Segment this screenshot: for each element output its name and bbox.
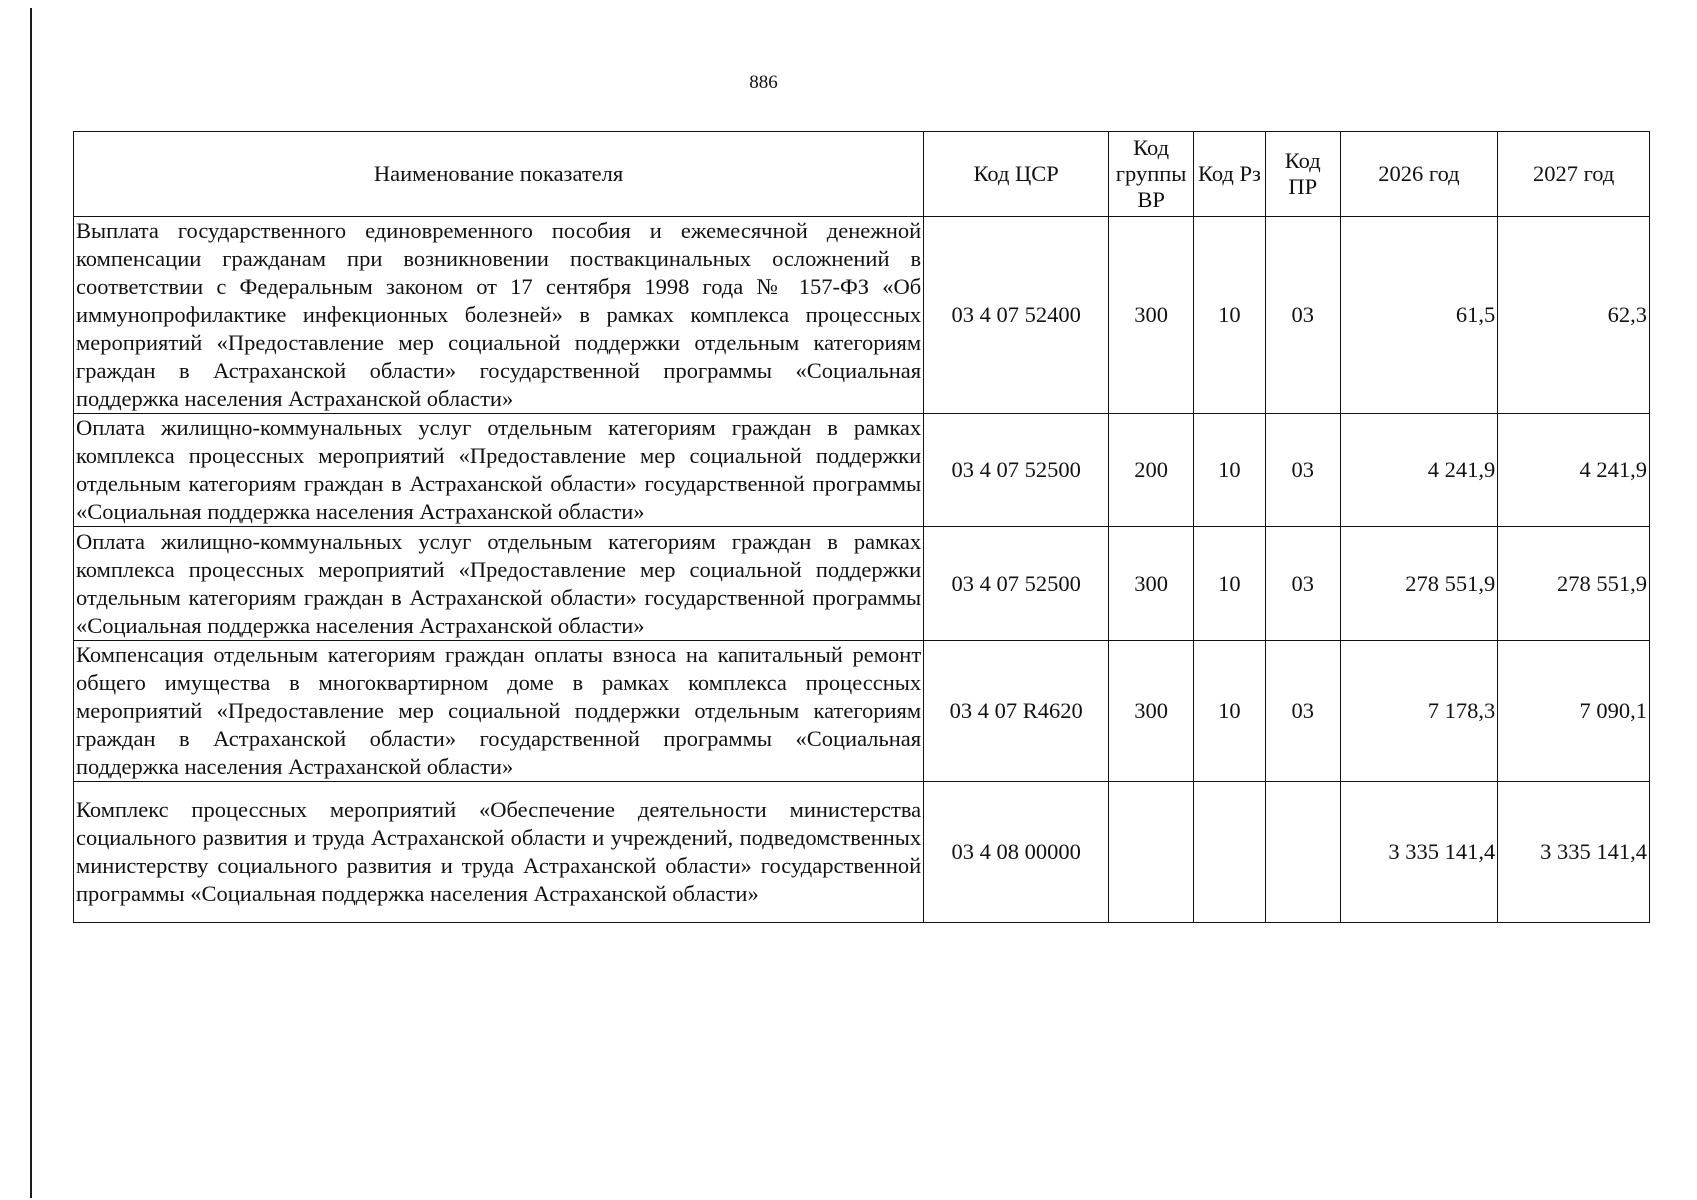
table-row — [74, 414, 1650, 527]
row-csr: 03 4 07 52500 — [924, 527, 1109, 641]
header-name: Наименование показателя — [74, 132, 924, 217]
row-vr: 300 — [1109, 641, 1194, 782]
row-csr: 03 4 07 52500 — [924, 414, 1109, 527]
scan-edge-line — [30, 8, 32, 1198]
header-pr: Код ПР — [1265, 132, 1340, 217]
row-rz: 10 — [1194, 641, 1266, 782]
row-2026: 3 335 141,4 — [1340, 782, 1498, 923]
row-pr: 03 — [1265, 217, 1340, 414]
row-csr: 03 4 08 00000 — [924, 782, 1109, 923]
header-rz: Код Рз — [1194, 132, 1266, 217]
row-name: Компенсация отдельным категориям граждан оплаты взноса на капитальный ремонт общего имущества в многоквартирном доме в рамках комплекса процессных мероприятий «Предоставление мер социальной поддержки отдельным категориям граждан в Астраханской области» государственной программы «Социальная поддержка населения Астраханской области» — [74, 641, 924, 782]
row-2027: 62,3 — [1498, 217, 1650, 414]
table-row — [74, 641, 1650, 782]
row-vr — [1109, 782, 1194, 923]
header-2027: 2027 год — [1498, 132, 1650, 217]
row-vr: 200 — [1109, 414, 1194, 527]
row-csr: 03 4 07 52400 — [924, 217, 1109, 414]
row-rz: 10 — [1194, 414, 1266, 527]
row-2027: 7 090,1 — [1498, 641, 1650, 782]
table-row — [74, 527, 1650, 641]
row-name: Оплата жилищно-коммунальных услуг отдельным категориям граждан в рамках комплекса процессных мероприятий «Предоставление мер социальной поддержки отдельным категориям граждан в Астраханской области» государственной программы «Социальная поддержка населения Астраханской области» — [74, 414, 924, 527]
row-2027: 278 551,9 — [1498, 527, 1650, 641]
table-row — [74, 217, 1650, 414]
row-name: Комплекс процессных мероприятий «Обеспечение деятельности министерства социального развития и труда Астраханской области и учреждений, подведомственных министерству социального развития и труда Астраханской области» государственной программы «Социальная поддержка населения Астраханской области» — [74, 782, 924, 923]
row-pr: 03 — [1265, 641, 1340, 782]
budget-table — [73, 131, 1650, 923]
row-rz: 10 — [1194, 527, 1266, 641]
table-header-row — [74, 132, 1650, 217]
row-rz — [1194, 782, 1266, 923]
row-vr: 300 — [1109, 217, 1194, 414]
row-2026: 61,5 — [1340, 217, 1498, 414]
header-2026: 2026 год — [1340, 132, 1498, 217]
header-vr: Код группы ВР — [1109, 132, 1194, 217]
row-name: Выплата государственного единовременного пособия и ежемесячной денежной компенсации гражданам при возникновении поствакцинальных осложнений в соответствии с Федеральным законом от 17 сентября 1998 года № 157-ФЗ «Об иммунопрофилактике инфекционных болезней» в рамках комплекса процессных мероприятий «Предоставление мер социальной поддержки отдельным категориям граждан в Астраханской области» государственной программы «Социальная поддержка населения Астраханской области» — [74, 217, 924, 414]
row-pr: 03 — [1265, 527, 1340, 641]
table-row — [74, 782, 1650, 923]
row-2026: 4 241,9 — [1340, 414, 1498, 527]
row-pr — [1265, 782, 1340, 923]
row-rz: 10 — [1194, 217, 1266, 414]
row-2026: 7 178,3 — [1340, 641, 1498, 782]
row-name: Оплата жилищно-коммунальных услуг отдельным категориям граждан в рамках комплекса процессных мероприятий «Предоставление мер социальной поддержки отдельным категориям граждан в Астраханской области» государственной программы «Социальная поддержка населения Астраханской области» — [74, 527, 924, 641]
row-2027: 4 241,9 — [1498, 414, 1650, 527]
page-number: 886 — [749, 72, 778, 93]
row-csr: 03 4 07 R4620 — [924, 641, 1109, 782]
row-2026: 278 551,9 — [1340, 527, 1498, 641]
row-vr: 300 — [1109, 527, 1194, 641]
row-pr: 03 — [1265, 414, 1340, 527]
header-csr: Код ЦСР — [924, 132, 1109, 217]
row-2027: 3 335 141,4 — [1498, 782, 1650, 923]
